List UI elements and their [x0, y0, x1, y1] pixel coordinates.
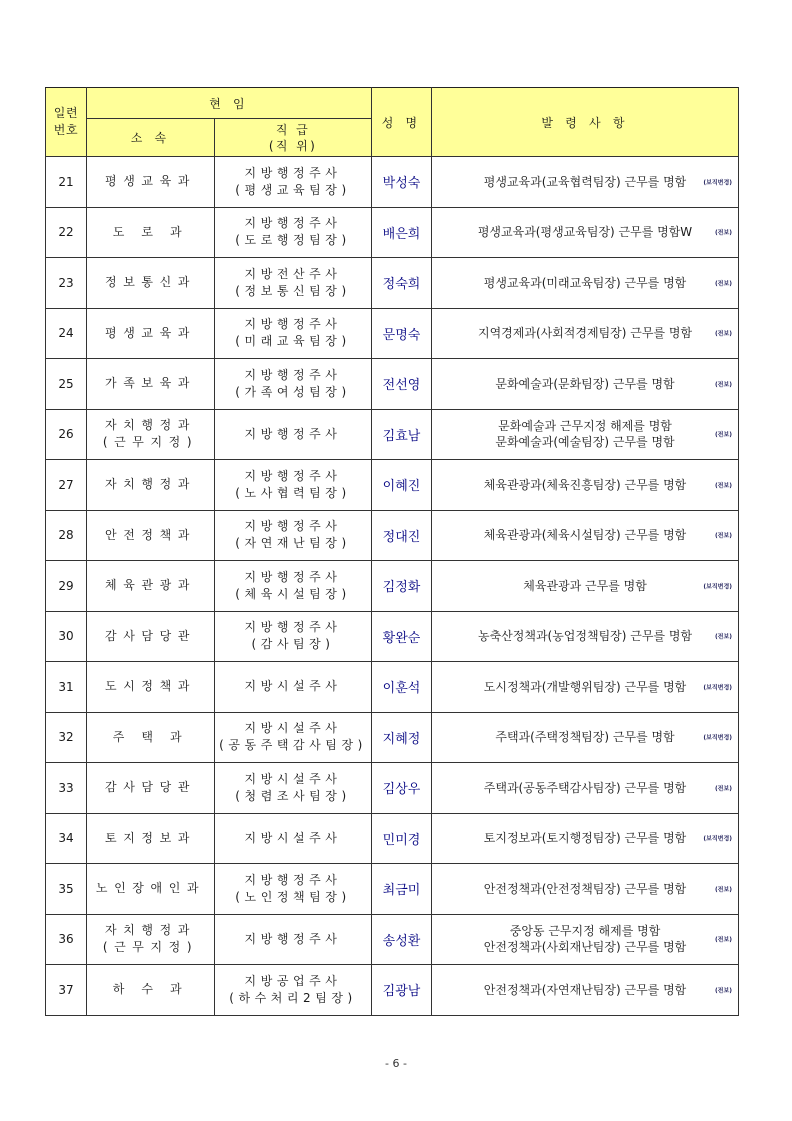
rank-line: 지방시설주사 — [244, 771, 342, 786]
department-line: (근무지정) — [102, 435, 199, 450]
department-cell — [87, 813, 215, 864]
table-row — [46, 258, 739, 309]
rank-cell — [215, 914, 372, 965]
order-text — [432, 527, 738, 543]
order-line: 문화예술과(문화팀장) 근무를 명함 — [495, 376, 675, 391]
rank-line: (노인정책팀장) — [235, 889, 351, 904]
department-line: 자치행정과 — [105, 418, 196, 433]
table-row — [46, 308, 739, 359]
rank-cell — [215, 207, 372, 258]
rank-line: (자연재난팀장) — [235, 536, 351, 551]
person-name: 김효남 — [372, 409, 432, 460]
rank-line: (미래교육팀장) — [235, 334, 351, 349]
order-line: 안전정책과(자연재난팀장) 근무를 명함 — [483, 982, 687, 997]
rank-cell — [215, 965, 372, 1016]
department-cell — [87, 510, 215, 561]
rank-line: (공동주택감사팀장) — [219, 738, 367, 753]
department-line: 자치행정과 — [105, 477, 196, 492]
order-type-tag: (전보) — [714, 229, 733, 237]
department-line: 하 수 과 — [112, 982, 189, 997]
order-type-tag: (보직변경) — [703, 835, 733, 843]
department-cell — [87, 359, 215, 410]
order-line: 체육관광과(체육시설팀장) 근무를 명함 — [483, 528, 687, 543]
department-cell — [87, 914, 215, 965]
order-line: 지역경제과(사회적경제팀장) 근무를 명함 — [477, 326, 693, 341]
row-number: 26 — [46, 409, 87, 460]
rank-cell — [215, 308, 372, 359]
row-number: 33 — [46, 763, 87, 814]
person-name: 지혜정 — [372, 712, 432, 763]
order-line: 토지정보과(토지행정팀장) 근무를 명함 — [483, 831, 687, 846]
order-cell — [432, 207, 739, 258]
order-text — [432, 729, 738, 745]
department-line: 자치행정과 — [105, 923, 196, 938]
row-number: 34 — [46, 813, 87, 864]
person-name: 정숙희 — [372, 258, 432, 309]
order-text — [432, 174, 738, 190]
order-line: 주택과(주택정책팀장) 근무를 명함 — [495, 730, 675, 745]
order-type-tag: (보직변경) — [703, 179, 733, 187]
order-cell — [432, 611, 739, 662]
department-line: 감사담당관 — [105, 780, 196, 795]
header-current: 현 임 — [87, 88, 372, 119]
order-text — [432, 780, 738, 796]
table-row — [46, 460, 739, 511]
header-rank-cell — [215, 119, 372, 157]
rank-cell — [215, 409, 372, 460]
rank-line: 지방행정주사 — [244, 216, 342, 231]
header-order: 발 령 사 항 — [432, 88, 739, 157]
rank-line: 지방행정주사 — [244, 367, 342, 382]
table-row — [46, 914, 739, 965]
department-cell — [87, 409, 215, 460]
row-number: 28 — [46, 510, 87, 561]
order-cell — [432, 157, 739, 208]
person-name: 민미경 — [372, 813, 432, 864]
order-cell — [432, 561, 739, 612]
table-row — [46, 510, 739, 561]
order-line: 도시정책과(개발행위팀장) 근무를 명함 — [483, 679, 687, 694]
table-row — [46, 965, 739, 1016]
order-type-tag: (보직변경) — [703, 734, 733, 742]
order-text — [432, 923, 738, 955]
order-line: 문화예술과(예술팀장) 근무를 명함 — [495, 435, 675, 450]
rank-line: 지방행정주사 — [244, 317, 342, 332]
order-type-tag: (전보) — [714, 431, 733, 439]
rank-cell — [215, 662, 372, 713]
table-row — [46, 662, 739, 713]
row-number: 24 — [46, 308, 87, 359]
rank-cell — [215, 510, 372, 561]
person-name: 황완순 — [372, 611, 432, 662]
row-number: 27 — [46, 460, 87, 511]
rank-line: (평생교육팀장) — [235, 182, 351, 197]
rank-line: 지방시설주사 — [244, 679, 342, 694]
department-cell — [87, 763, 215, 814]
row-number: 35 — [46, 864, 87, 915]
order-line: 평생교육과(미래교육팀장) 근무를 명함 — [483, 275, 687, 290]
rank-line: (도로행정팀장) — [235, 233, 351, 248]
rank-cell — [215, 157, 372, 208]
person-name: 박성숙 — [372, 157, 432, 208]
person-name: 배은희 — [372, 207, 432, 258]
order-line: 문화예술과 근무지정 해제를 명함 — [498, 419, 672, 434]
person-name: 김광남 — [372, 965, 432, 1016]
table-row — [46, 813, 739, 864]
row-number: 31 — [46, 662, 87, 713]
order-text — [432, 830, 738, 846]
department-cell — [87, 611, 215, 662]
order-type-tag: (전보) — [714, 532, 733, 540]
rank-line: 지방행정주사 — [244, 165, 342, 180]
order-cell — [432, 914, 739, 965]
order-line: 중앙동 근무지정 해제를 명함 — [509, 924, 661, 939]
header-dept: 소 속 — [87, 119, 215, 157]
department-cell — [87, 712, 215, 763]
order-cell — [432, 409, 739, 460]
rank-cell — [215, 813, 372, 864]
order-type-tag: (전보) — [714, 330, 733, 338]
order-type-tag: (전보) — [714, 381, 733, 389]
rank-line: (노사협력팀장) — [235, 485, 351, 500]
person-name: 정대진 — [372, 510, 432, 561]
person-name: 이혜진 — [372, 460, 432, 511]
order-text — [432, 376, 738, 392]
row-number: 32 — [46, 712, 87, 763]
rank-line: (체육시설팀장) — [235, 586, 351, 601]
rank-line: 지방시설주사 — [244, 830, 342, 845]
order-line: 안전정책과(사회재난팀장) 근무를 명함 — [483, 940, 687, 955]
department-cell — [87, 864, 215, 915]
department-line: 안전정책과 — [105, 527, 196, 542]
order-type-tag: (보직변경) — [703, 684, 733, 692]
order-cell — [432, 864, 739, 915]
order-text — [432, 679, 738, 695]
table-row — [46, 611, 739, 662]
department-line: (근무지정) — [102, 940, 199, 955]
rank-line: 지방행정주사 — [244, 519, 342, 534]
rank-line: 지방행정주사 — [244, 620, 342, 635]
header-name: 성 명 — [372, 88, 432, 157]
department-line: 평생교육과 — [105, 325, 196, 340]
rank-cell — [215, 561, 372, 612]
department-line: 주 택 과 — [112, 729, 189, 744]
order-line: 체육관광과(체육진흥팀장) 근무를 명함 — [483, 477, 687, 492]
row-number: 21 — [46, 157, 87, 208]
order-text — [432, 325, 738, 341]
department-cell — [87, 207, 215, 258]
rank-line: (청렴조사팀장) — [235, 788, 351, 803]
row-number: 23 — [46, 258, 87, 309]
order-type-tag: (전보) — [714, 633, 733, 641]
rank-line: 지방공업주사 — [244, 973, 342, 988]
header-rank: 직 급 — [275, 122, 311, 137]
table-row — [46, 409, 739, 460]
order-cell — [432, 763, 739, 814]
department-cell — [87, 662, 215, 713]
order-text — [432, 275, 738, 291]
table-row — [46, 561, 739, 612]
order-type-tag: (전보) — [714, 936, 733, 944]
order-cell — [432, 965, 739, 1016]
rank-line: 지방행정주사 — [244, 931, 342, 946]
department-line: 정보통신과 — [105, 275, 196, 290]
order-text — [432, 628, 738, 644]
department-cell — [87, 561, 215, 612]
department-cell — [87, 965, 215, 1016]
table-row — [46, 207, 739, 258]
department-line: 체육관광과 — [105, 578, 196, 593]
order-type-tag: (전보) — [714, 886, 733, 894]
person-name: 김정화 — [372, 561, 432, 612]
rank-line: 지방행정주사 — [244, 872, 342, 887]
rank-line: (정보통신팀장) — [235, 283, 351, 298]
person-name: 이훈석 — [372, 662, 432, 713]
person-name: 최금미 — [372, 864, 432, 915]
order-text — [432, 881, 738, 897]
table-body — [46, 157, 739, 1016]
table-row — [46, 864, 739, 915]
order-type-tag: (전보) — [714, 280, 733, 288]
rank-cell — [215, 763, 372, 814]
person-name: 송성환 — [372, 914, 432, 965]
order-text — [432, 224, 738, 240]
order-line: 평생교육과(평생교육팀장) 근무를 명함W — [477, 225, 693, 240]
person-name: 문명숙 — [372, 308, 432, 359]
rank-line: (가족여성팀장) — [235, 384, 351, 399]
order-line: 안전정책과(안전정책팀장) 근무를 명함 — [483, 881, 687, 896]
row-number: 22 — [46, 207, 87, 258]
order-line: 체육관광과 근무를 명함 — [523, 578, 647, 593]
order-cell — [432, 662, 739, 713]
rank-line: 지방전산주사 — [244, 266, 342, 281]
order-text — [432, 477, 738, 493]
rank-cell — [215, 712, 372, 763]
row-number: 37 — [46, 965, 87, 1016]
order-type-tag: (전보) — [714, 785, 733, 793]
table-row — [46, 763, 739, 814]
department-line: 노인장애인과 — [95, 881, 206, 896]
row-number: 36 — [46, 914, 87, 965]
personnel-order-table — [45, 87, 739, 1016]
rank-cell — [215, 258, 372, 309]
person-name: 전선영 — [372, 359, 432, 410]
order-text — [432, 982, 738, 998]
department-cell — [87, 460, 215, 511]
order-cell — [432, 359, 739, 410]
order-text — [432, 418, 738, 450]
page-number: - 6 - — [385, 1057, 407, 1070]
rank-line: (하수처리2팀장) — [229, 990, 357, 1005]
rank-line: 지방시설주사 — [244, 721, 342, 736]
department-line: 평생교육과 — [105, 174, 196, 189]
rank-line: 지방행정주사 — [244, 426, 342, 441]
row-number: 29 — [46, 561, 87, 612]
row-number: 25 — [46, 359, 87, 410]
rank-cell — [215, 611, 372, 662]
order-line: 평생교육과(교육협력팀장) 근무를 명함 — [483, 174, 687, 189]
department-line: 감사담당관 — [105, 628, 196, 643]
order-cell — [432, 258, 739, 309]
rank-line: (감사팀장) — [251, 637, 335, 652]
rank-cell — [215, 864, 372, 915]
rank-cell — [215, 359, 372, 410]
order-type-tag: (전보) — [714, 482, 733, 490]
table-row — [46, 157, 739, 208]
table-row — [46, 712, 739, 763]
order-cell — [432, 308, 739, 359]
department-line: 토지정보과 — [105, 830, 196, 845]
department-cell — [87, 308, 215, 359]
order-cell — [432, 460, 739, 511]
header-seq: 일련 번호 — [46, 88, 87, 157]
order-type-tag: (전보) — [714, 987, 733, 995]
table-row — [46, 359, 739, 410]
order-type-tag: (보직변경) — [703, 583, 733, 591]
rank-cell — [215, 460, 372, 511]
rank-line: 지방행정주사 — [244, 569, 342, 584]
order-cell — [432, 712, 739, 763]
order-cell — [432, 510, 739, 561]
row-number: 30 — [46, 611, 87, 662]
order-text — [432, 578, 738, 594]
department-line: 도 로 과 — [112, 224, 189, 239]
rank-line: 지방행정주사 — [244, 468, 342, 483]
order-cell — [432, 813, 739, 864]
header-row-top — [46, 88, 739, 119]
department-cell — [87, 258, 215, 309]
person-name: 김상우 — [372, 763, 432, 814]
header-position: (직 위) — [268, 138, 318, 153]
order-line: 농축산정책과(농업정책팀장) 근무를 명함 — [477, 629, 693, 644]
department-cell — [87, 157, 215, 208]
department-line: 가족보육과 — [105, 376, 196, 391]
order-line: 주택과(공동주택감사팀장) 근무를 명함 — [483, 780, 687, 795]
department-line: 도시정책과 — [105, 679, 196, 694]
